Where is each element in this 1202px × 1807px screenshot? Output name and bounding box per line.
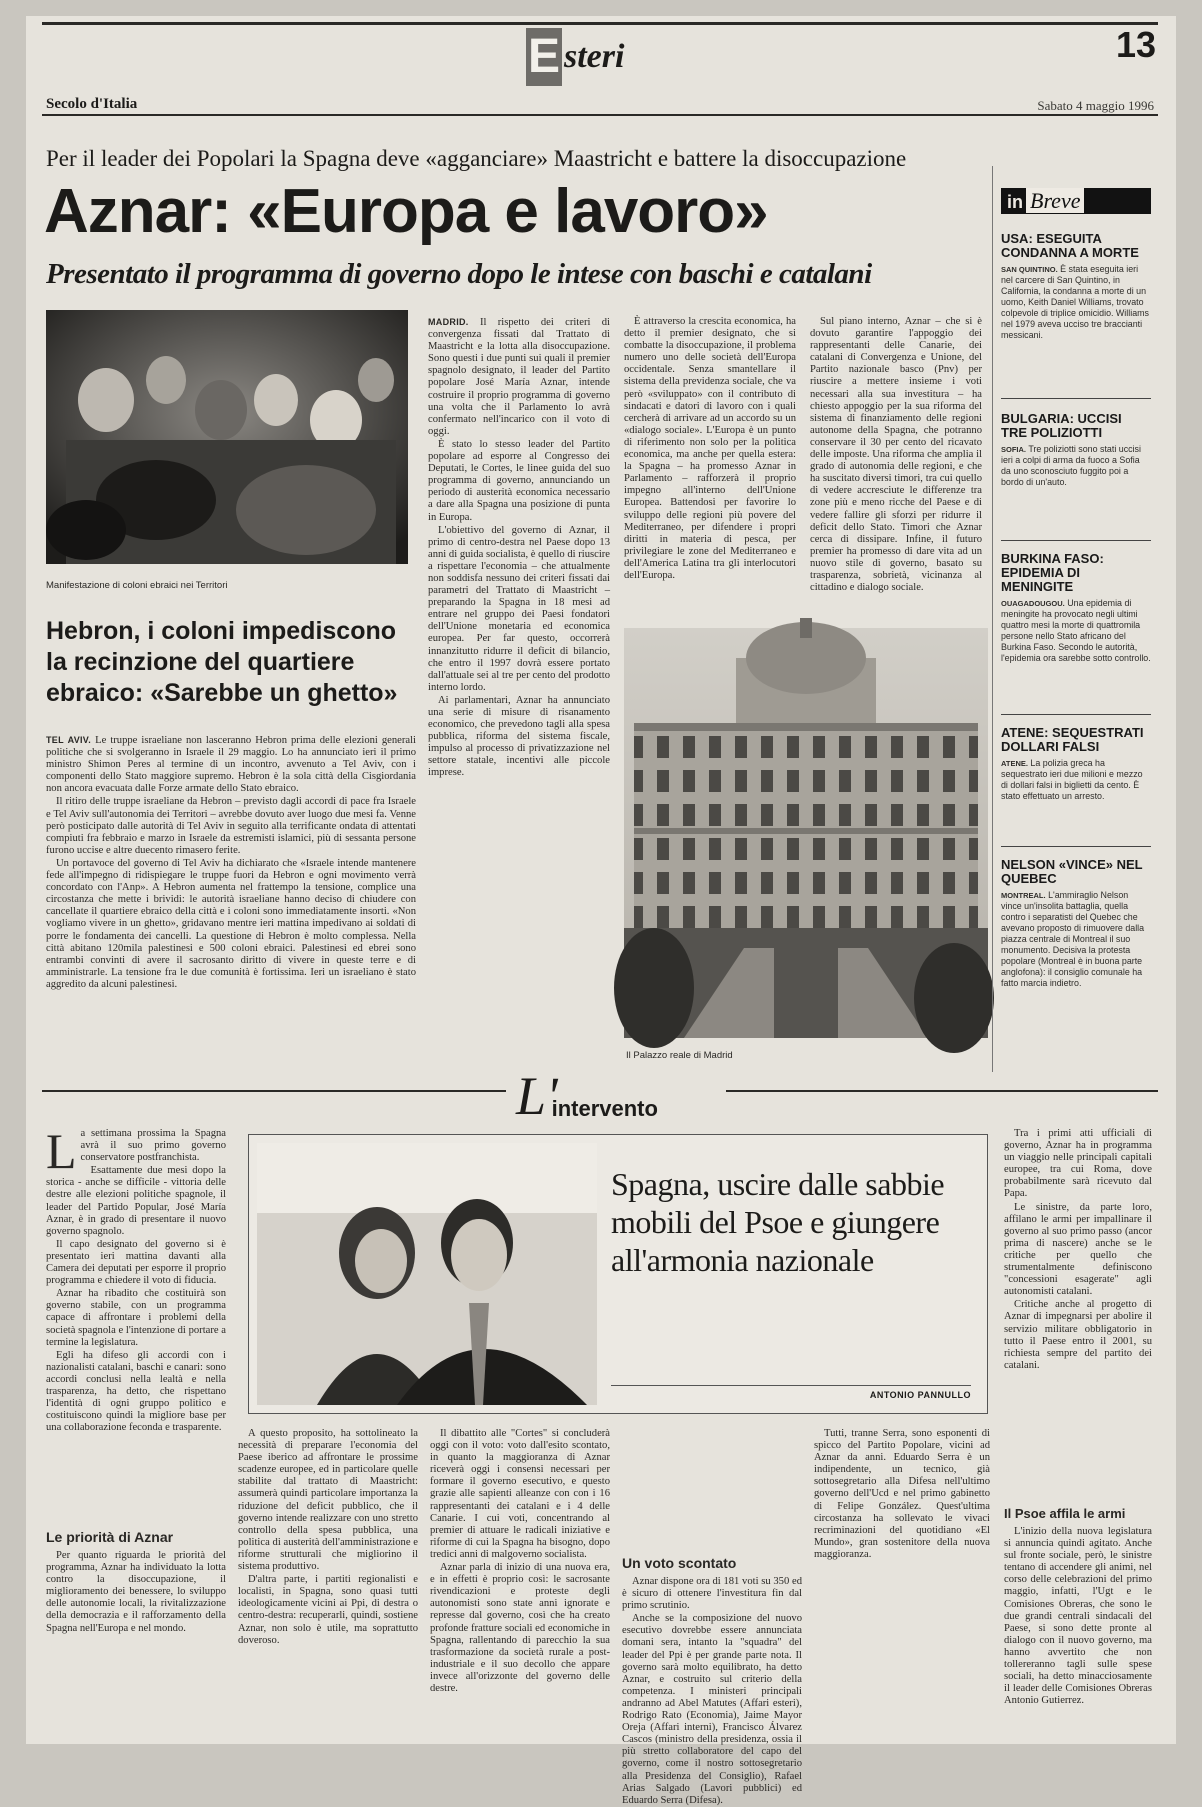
lead-paragraph: È attraverso la crescita economica, ha detto il premier designato, che si combatte la disoccupazione, il problema numero uno delle società dell'Europa occidentale. Senza smantellare il sistema della previdenza sociale, che va però «sviluppato» con il contributo di sindacati e datori di lavoro con i quali cercherà di arrivare ad un accordo su un «dialogo sociale». L'Europa è un punto di riferimento non solo per la politica economica, ma anche per quella estera: la Spagna – ha promesso Aznar in Parlamento – rafforzerà il proprio impegno all'interno dell'Unione Europea. Battendosi per favorire lo sviluppo delle regioni più povere del Mediterraneo, per difendere i propri diritti in materia di pesca, per privilegiare le zone del Mediterraneo e dell'America Latina tra gli interlocutori dell'Europa. <box>624 316 796 581</box>
intervento-body-col-1 <box>46 1123 226 1434</box>
hebron-paragraph: Un portavoce del governo di Tel Aviv ha dichiarato che «Israele intende mantenere fede all'impegno di ridispiegare le truppe fuori da Hebron e ogni movimento verrà concordato con l'Anp». A Hebron aumenta nel frattempo la tensione, complice una circostanza che mette i brividi: le autorità israeliane hanno deciso di chiudere con cancellate il quartiere ebraico della città e i coloni sono immediatamente insorti. «Non vogliamo vivere in un ghetto», gridavano mentre ieri mattina impedivano ai soldati di porre le fondamenta dei cancelli. La questione di Hebron è molto complessa. Nella città abitano 120mila palestinesi e 500 coloni ebraici. Palestinesi ed ebrei sono entrambi convinti di avere il sacrosanto diritto di vivere in queste terre e di amministrarle. La tensione fra le due comunità è fortissima. Ieri un israeliano è stato aggredito da alcuni palestinesi. <box>46 857 416 990</box>
intervento-paragraph: Aznar dispone ora di 181 voti su 350 ed è sicuro di ottenere l'investitura fin dal primo scrutinio. <box>622 1576 802 1612</box>
intervento-paragraph: Esattamente due mesi dopo la storica - anche se difficile - vittoria delle destre alle elezioni politiche spagnole, il leader del Partido Popular, José María Aznar, è in grado di presentare il nuovo governo spagnolo. <box>46 1165 226 1237</box>
intervento-body-col-2 <box>46 1428 226 1734</box>
brief-headline: ATENE: SEQUESTRATI DOLLARI FALSI <box>1001 725 1144 754</box>
section-title <box>526 28 624 90</box>
intervento-paragraph: Tutti, tranne Serra, sono esponenti di spicco del Partito Popolare, vicini ad Aznar da anni. Eduardo Serra è un indipendente, un tecnico, già sottosegretario alla Difesa nell'ultimo governo dell'Ucd e nel primo gabinetto di Felipe González. Quest'ultima circostanza ha sollevato le vivaci recriminazioni del quotidiano «El Mundo», gran sostenitore della nuova maggioranza. <box>814 1428 990 1560</box>
hebron-headline: Hebron, i coloni impediscono la recinzione del quartiere ebraico: «Sarebbe un ghetto» <box>46 617 398 707</box>
palace-photo-image <box>624 628 988 1038</box>
subheading-voto: Un voto scontato <box>622 1555 737 1571</box>
section-name: steri <box>564 38 625 75</box>
intervento-paragraph: Per quanto riguarda le priorità del programma, Aznar ha individuato la lotta contro la disoccupazione, il miglioramento dei benessere, lo sviluppo delle autonomie locali, la rivitalizzazione della democrazia e il rafforzamento della Spagna nell'Europa e nel mondo. <box>46 1550 226 1634</box>
in-breve-logo-b: Breve <box>1026 188 1084 213</box>
lead-dateline: MADRID. <box>428 317 469 327</box>
lead-kicker: Per il leader dei Popolari la Spagna deve «agganciare» Maastricht e battere la disoccupazione <box>46 146 907 171</box>
brief-text: La polizia greca ha sequestrato ieri due milioni e mezzo di dollari falsi in biglietti da cento. È stato effettuato un arresto. <box>1001 758 1143 801</box>
palace-photo-caption: Il Palazzo reale di Madrid <box>626 1050 733 1061</box>
palace-photo <box>624 628 988 1038</box>
intervento-paragraph: Aznar parla di inizio di una nuova era, e in effetti è proprio così: le sacrosante rivendicazioni e proteste degli autonomisti sono state anni ignorate e represse dal governo, così che ha creato profonde fratture sociali ed economiche in Spagna, rallentando di parecchio la sua trasformazione da società rurale a post-industriale e il suo decollo che appare invece all'orizzonte del governo delle destre. <box>430 1562 610 1694</box>
intervento-title-initial: L' <box>516 1066 558 1126</box>
brief-item <box>1001 726 1151 802</box>
intervento-body-col-right <box>1004 1128 1152 1498</box>
intervento-paragraph: Le sinistre, da parte loro, affilano le armi per impallinare il governo al suo primo passo (ancor prima di nascere) anche se le critiche per quello che strumentalmente definiscono "concessioni esagerate" agli autonomisti catalani. <box>1004 1201 1152 1298</box>
brief-dateline: SAN QUINTINO. <box>1001 265 1058 274</box>
intervento-paragraph: D'altra parte, i partiti regionalisti e localisti, in Spagna, sono quasi tutti ideologicamente vicini ai Ppi, di destra o centro-destra: recuperarli, quindi, sostiene Aznar, non solo è utile, ma soprattutto doveroso. <box>238 1574 418 1646</box>
newspaper-page <box>26 16 1176 1806</box>
subheading-psoe: Il Psoe affila le armi <box>1004 1506 1126 1521</box>
intervento-body-col-4 <box>430 1428 610 1734</box>
intervento-paragraph: A questo proposito, ha sottolineato la necessità di preparare l'economia del Paese iberico ad affrontare le prossime scadenze europee, ed in particolare quelle stabilite dal trattato di Maastricht: assumerà quindi particolare importanza la riduzione del deficit pubblico, che il governo intende realizzare con uno stretto controllo della spesa pubblica, una politica di austerità dell'amministrazione e riforme strutturali che migliorino il sistema produttivo. <box>238 1428 418 1573</box>
hebron-paragraph: Le truppe israeliane non lasceranno Hebron prima delle elezioni generali politiche che si svolgeranno in Israele il 29 maggio. Lo ha annunciato ieri il primo ministro Shimon Peres al termine di un incontro, avvenuto a Tel Aviv, con i componenti dello Stato maggiore supremo. Hebron è la sola città della Cisgiordania non ancora evacuata dalle Forze armate dello Stato ebraico. <box>46 735 417 795</box>
intervento-title <box>506 1066 726 1126</box>
lead-body-col-2 <box>624 316 796 616</box>
lead-paragraph: Sul piano interno, Aznar – che si è dovuto garantire l'appoggio dei rappresentanti delle Canarie, dei catalani di Convergenza e Unione, del Partito nazionale basco (Pnv) per riuscire a mettere insieme i voti necessari alla sua investitura – ha chiesto appoggio per la sua riforma del sistema di finanziamento delle regioni autonome della Spagna, che potranno conservare il 30 per cento del ricavato delle imposte. Una riforma che amplia il grado di autonomia delle regioni, e che ha suscitato diversi timori, tra cui quello di vedere accresciute le differenze tra zone più e meno ricche del Paese e di vedere fallire gli sforzi per ridurre il deficit dello Stato. Timori che Aznar cerca di dissipare. Infine, il futuro premier ha promesso di dare vita ad un nuovo stile di governo, basato su trasparenza, sobrietà, vicinanza al cittadino e dialogo sociale. <box>810 316 982 594</box>
brief-item <box>1001 858 1151 989</box>
aznar-photo <box>257 1143 597 1405</box>
brief-text: Tre poliziotti sono stati uccisi ieri a colpi di arma da fuoco a Sofia da uno sconosciuto fuggito poi a bordo di un'auto. <box>1001 444 1141 487</box>
intervento-paragraph: L'inizio della nuova legislatura si annuncia quindi agitato. Anche sul fronte sociale, però, le sinistre tentano di accendere gli animi, nel corso delle celebrazioni del primo maggio, infatti, l'Ugt e le Comisiones Obreras, che sono le due grandi centrali sindacali del Paese, si sono dette pronte al dialogo con il nuovo governo, ma hanno avvertito che non tollereranno tagli sulle spese sociali, ha detto minacciosamente il leader delle Comisiones Obreras Antonio Gutierrez. <box>1004 1526 1152 1707</box>
intervento-title-rest: intervento <box>551 1096 658 1121</box>
lead-body-col-3 <box>810 316 982 616</box>
intervento-headline: Spagna, uscire dalle sabbie mobili del Psoe e giungere all'armonia nazionale <box>611 1166 945 1278</box>
brief-headline: NELSON «VINCE» NEL QUEBEC <box>1001 857 1143 886</box>
aznar-photo-image <box>257 1143 597 1405</box>
intervento-feature-box <box>248 1134 988 1414</box>
brief-item <box>1001 232 1151 341</box>
brief-headline: USA: ESEGUITA CONDANNA A MORTE <box>1001 231 1139 260</box>
lead-paragraph: È stato lo stesso leader del Partito popolare ad esporre al Congresso dei Deputati, le Cortes, le linee guida del suo programma di governo, annunciando un periodo di austerità economica necessario a dare alla Spagna una posizione di punta in Europa. <box>428 438 610 523</box>
brief-separator <box>1001 714 1151 715</box>
section-initial: E <box>526 28 562 86</box>
brief-dateline: MONTREAL. <box>1001 891 1046 900</box>
hebron-body <box>46 734 416 1060</box>
brief-headline: BURKINA FASO: EPIDEMIA DI MENINGITE <box>1001 551 1104 594</box>
brief-headline: BULGARIA: UCCISI TRE POLIZIOTTI <box>1001 411 1122 440</box>
settlers-photo-image <box>46 310 408 564</box>
intervento-paragraph: Egli ha difeso gli accordi con i nazionalisti catalani, baschi e canari: sono accordi conclusi nella lealtà e nella trasparenza, ha detto, che rispettano l'identità di ogni gruppo politico e costituiscono quindi la migliore base per una collaborazione feconda e trasparente. <box>46 1349 226 1434</box>
intervento-paragraph: Il capo designato del governo si è presentato ieri mattina davanti alla Camera dei deputati per esporre il proprio programma e chiedere il voto di fiducia. <box>46 1238 226 1287</box>
subheading-priorita: Le priorità di Aznar <box>46 1529 174 1545</box>
in-breve-sidebar <box>992 166 1152 1072</box>
intervento-paragraph: a settimana prossima la Spagna avrà il suo primo governo conservatore postfranchista. <box>80 1128 226 1164</box>
newspaper-name: Secolo d'Italia <box>46 96 138 112</box>
drop-cap: L <box>46 1123 77 1179</box>
header-rule <box>42 114 1158 116</box>
intervento-paragraph: Anche se la composizione del nuovo esecutivo dovrebbe essere annunciata domani sera, intanto la "squadra" del leader del Ppi è per grande parte nota. Il governo sarà molto equilibrato, ha detto Aznar, e costruito sul criterio della competenza. I ministeri principali andranno ad Abel Matutes (Affari esteri), Rodrigo Rato (Economia), Jaime Mayor Oreja (Affari interni), Francisco Álvarez Cascos (ministro della presidenza, ossia il più stretto collaboratore del capo del governo, come il nostro sottosegretario alla Presidenza del Consiglio), Rafael Arias Salgado (Lavori pubblici) ed Eduardo Serra (Difesa). <box>622 1613 802 1806</box>
lead-paragraph: L'obiettivo del governo di Aznar, il primo di centro-destra nel Paese dopo 13 anni di guida socialista, è quello di riuscire a rispettare l'economia – che attualmente non soddisfa nessuno dei criteri fissati dai parametri del Trattato di Maastricht – preparando la Spagna in 18 mesi ad entrare nel gruppo dei Paesi fondatori dell'Unione monetaria ed economica europea. Per far questo, occorrerà innanzitutto ridurre il deficit di bilancio, che entro il 1997 dovrà essere portato dall'attuale sei al tre per cento del prodotto interno lordo. <box>428 524 610 693</box>
issue-date: Sabato 4 maggio 1996 <box>1037 98 1154 113</box>
intervento-body-col-7 <box>1004 1506 1152 1734</box>
lead-headline: Aznar: «Europa e lavoro» <box>44 177 768 246</box>
brief-separator <box>1001 846 1151 847</box>
lead-body-col-1 <box>428 316 610 1060</box>
brief-item <box>1001 412 1151 488</box>
brief-dateline: OUAGADOUGOU. <box>1001 599 1065 608</box>
intervento-paragraph: Il dibattito alle "Cortes" si concluderà oggi con il voto: voto dall'esito scontato, in quanto la maggioranza di Aznar riceverà oggi i consensi necessari per formare il governo esecutivo, e questo grazie alle sapienti alleanze con con i 16 rappresentanti dei catalani e i 4 delle Canarie. I cui voti, concentrando al premier di attuare le radicali iniziative e riforme di cui la Spagna ha bisogno, dopo tredici anni di malgoverno socialista. <box>430 1428 610 1560</box>
intervento-body-col-6 <box>814 1428 990 1734</box>
intervento-body-col-3 <box>238 1428 418 1734</box>
top-rule <box>42 22 1158 25</box>
in-breve-logo-a: in <box>1007 192 1023 212</box>
in-breve-logo <box>1001 188 1151 214</box>
intervento-paragraph: Critiche anche al progetto di Aznar di impegnarsi per abolire il servizio militare obbligatorio in tutto il Paese entro il 2001, su richiesta sempre del partito dei catalani. <box>1004 1299 1152 1371</box>
page-number: 13 <box>1115 24 1156 65</box>
brief-separator <box>1001 398 1151 399</box>
lead-subhead: Presentato il programma di governo dopo le intese con baschi e catalani <box>46 258 872 290</box>
brief-text: Una epidemia di meningite ha provocato negli ultimi quattro mesi la morte di quattromila persone nello Stato africano del Burkina Faso. Secondo le autorità, l'epidemia ora sarebbe sotto controllo. <box>1001 598 1151 663</box>
brief-item <box>1001 552 1151 664</box>
lead-paragraph: Il rispetto dei criteri di convergenza fissati dal Trattato di Maastricht e la lotta alla disoccupazione. Sono questi i due punti sui quali il premier spagnolo designato, il leader del Partito popolare José María Aznar, intende costruire il proprio programma di governo una volta che il Parlamento lo avrà confermato nell'incarico con il voto di oggi. <box>428 317 610 437</box>
hebron-paragraph: Il ritiro delle truppe israeliane da Hebron – previsto dagli accordi di pace fra Israele e Tel Aviv sull'autonomia dei Territori – avrebbe dovuto aver luogo due mesi fa. Venne però posticipato dalle autorità di Tel Aviv in seguito alla terrificante ondata di attentati compiuti fra febbraio e marzo in Israele da estremisti islamici, più di sessanta persone furono uccise e altre duecento rimasero ferite. <box>46 796 416 856</box>
brief-dateline: ATENE. <box>1001 759 1028 768</box>
brief-text: È stata eseguita ieri nel carcere di San Quintino, in California, la condanna a morte di un uomo, Keith Daniel Williams, trovato colpevole di triplice omicidio. Williams nel 1979 aveva ucciso tre braccianti messicani. <box>1001 264 1149 340</box>
brief-dateline: SOFIA. <box>1001 445 1027 454</box>
brief-separator <box>1001 540 1151 541</box>
intervento-author: ANTONIO PANNULLO <box>611 1385 971 1400</box>
hebron-dateline: TEL AVIV. <box>46 735 92 745</box>
intervento-body-col-5 <box>622 1428 802 1806</box>
lead-paragraph: Ai parlamentari, Aznar ha annunciato una serie di misure di risanamento economico, che prevedono tagli alla spesa pubblica, riforma del sistema fiscale, impulso al processo di privatizzazione nel settore statale, incentivi alle piccole imprese. <box>428 694 610 779</box>
settlers-photo <box>46 310 408 564</box>
intervento-paragraph: Aznar ha ribadito che costituirà son governo stabile, con un programma capace di affrontare i problemi della società spagnola e l'intenzione di portare a termine la legislatura. <box>46 1288 226 1348</box>
brief-text: L'ammiraglio Nelson vince un'insolita battaglia, quella contro i separatisti del Quebec che avevano proposto di rimuovere dalla piazza centrale di Montreal il suo monumento. Decisiva la protesta popolare (Montreal è in buona parte anglofona): il consiglio comunale ha fatto marcia indietro. <box>1001 890 1145 988</box>
settlers-photo-caption: Manifestazione di coloni ebraici nei Territori <box>46 580 228 591</box>
intervento-paragraph: Tra i primi atti ufficiali di governo, Aznar ha in programma un viaggio nelle principali capitali europee, tra cui Roma, dove probabilmente sarà ricevuto dal Papa. <box>1004 1128 1152 1200</box>
